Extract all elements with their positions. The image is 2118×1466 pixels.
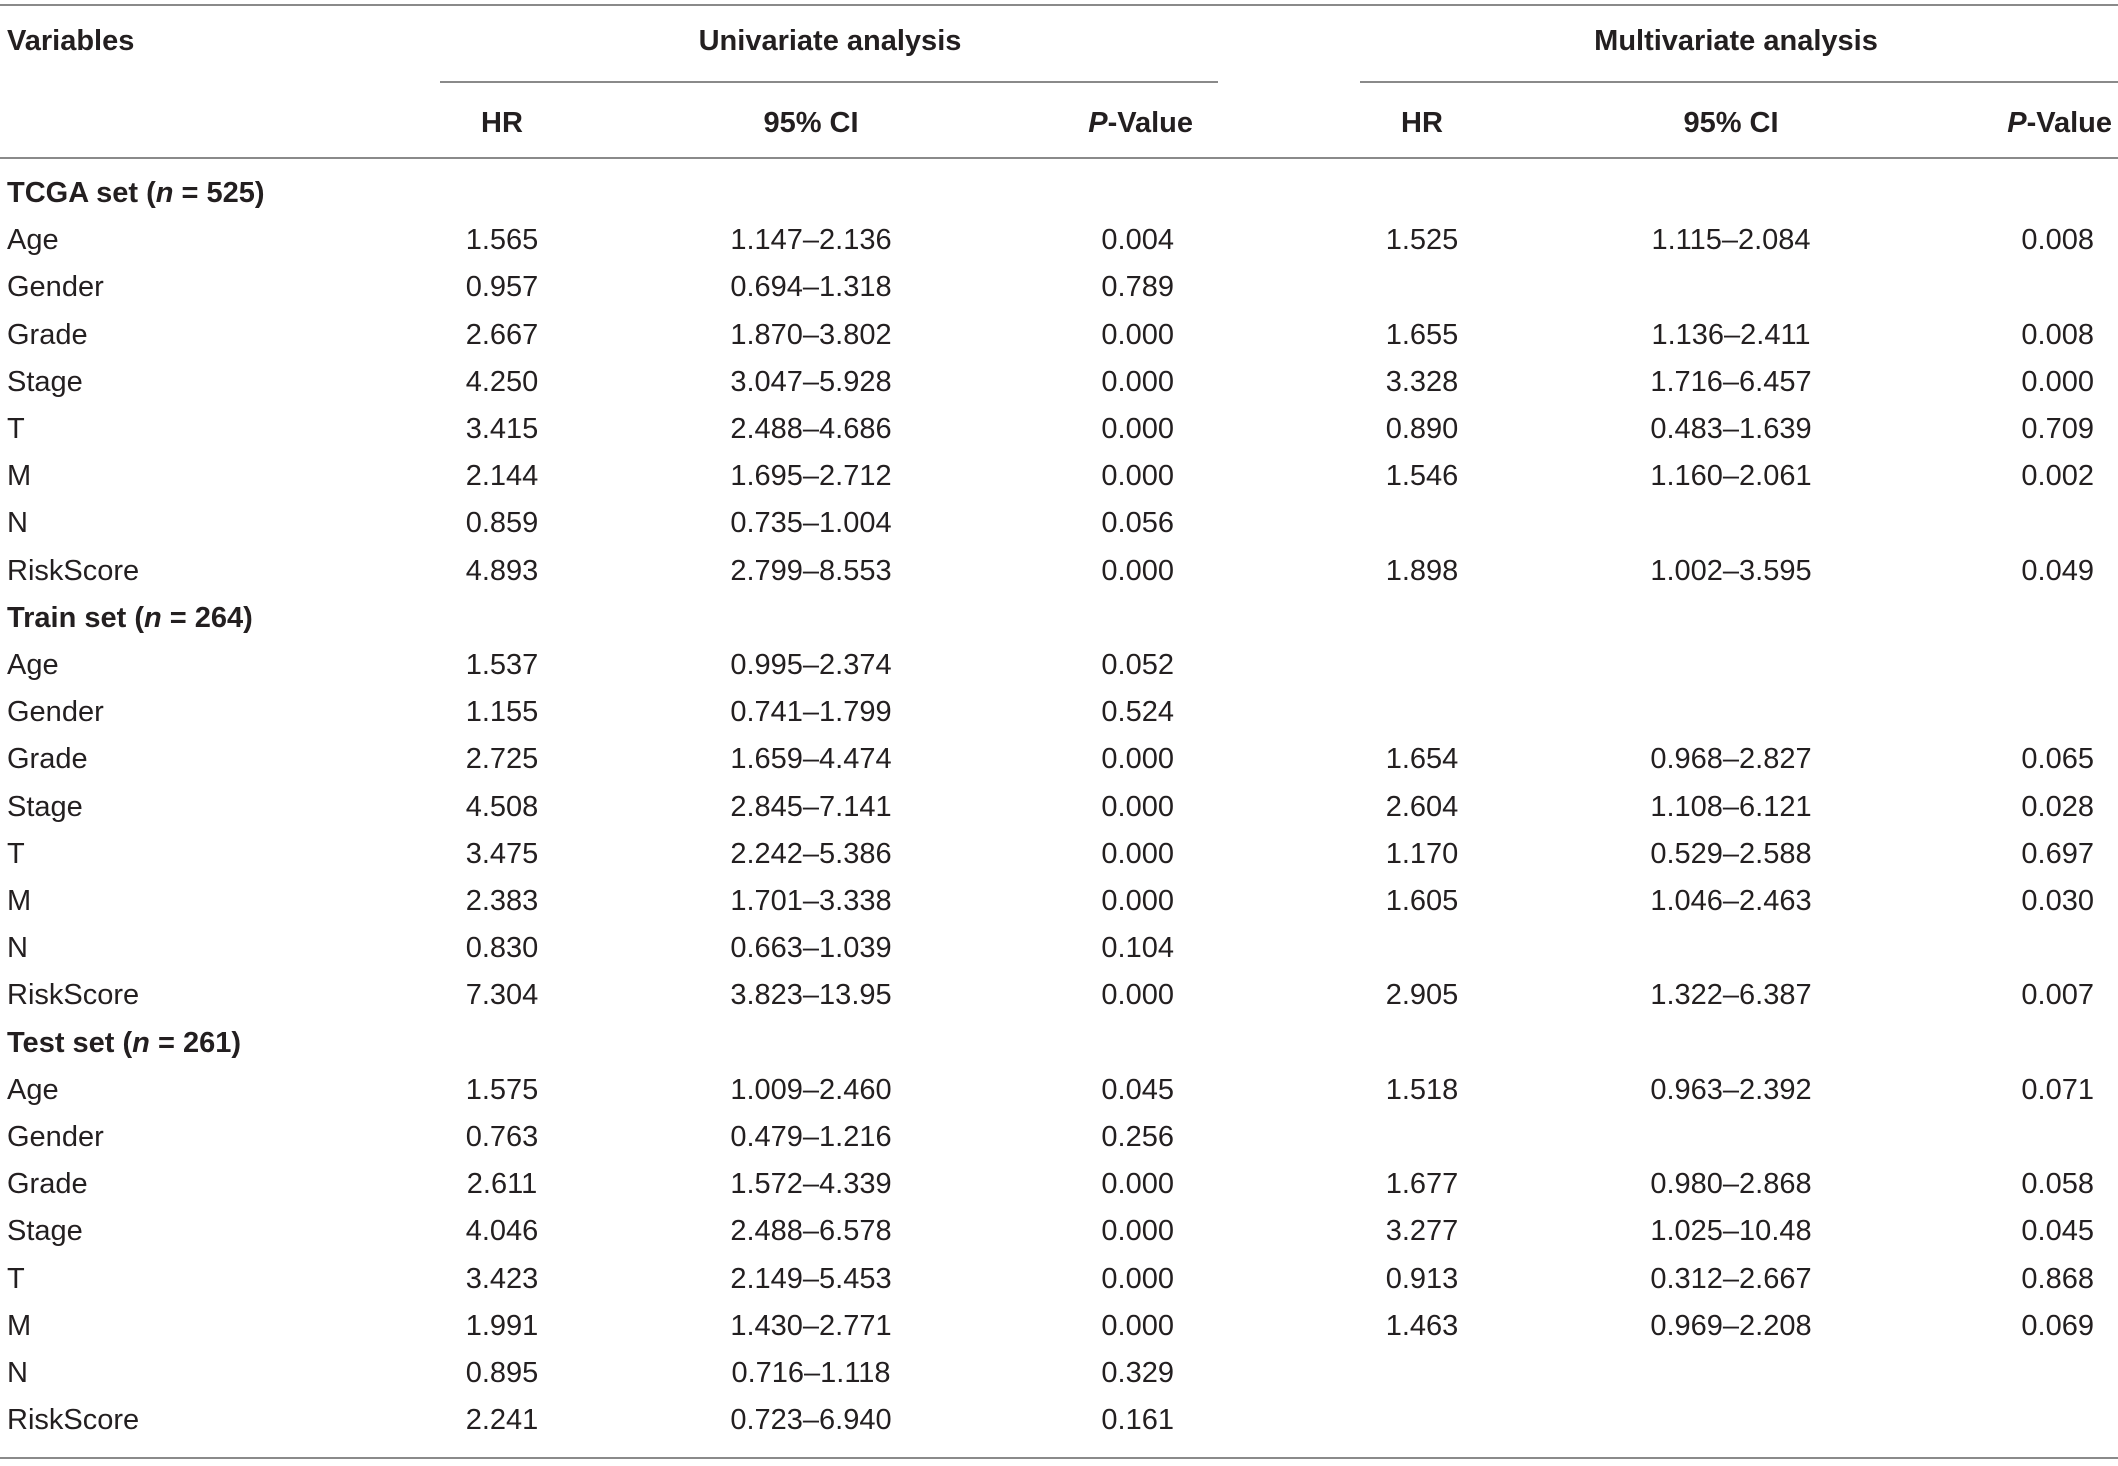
cell-u-hr: 2.241: [465, 1404, 539, 1436]
multivariate-subrule: [1360, 81, 2118, 83]
cell-m-p: 0.008: [2021, 224, 2094, 256]
cell-u-hr: 2.667: [465, 319, 539, 351]
row-variable: RiskScore: [7, 1404, 140, 1436]
cell-m-p: 0.002: [2021, 460, 2094, 492]
top-rule: [0, 4, 2118, 6]
section-header: Train set (n = 264): [7, 602, 253, 634]
cell-u-p: 0.056: [1101, 507, 1174, 539]
cell-u-hr: 2.611: [466, 1168, 538, 1200]
cell-u-p: 0.045: [1101, 1074, 1174, 1106]
cell-u-p: 0.524: [1101, 696, 1174, 728]
cell-u-hr: 0.763: [465, 1121, 539, 1153]
row-variable: Age: [7, 1074, 59, 1106]
cell-m-hr: 2.604: [1385, 791, 1459, 823]
cell-m-hr: 1.654: [1385, 743, 1459, 775]
cell-u-p: 0.000: [1101, 1215, 1174, 1247]
cell-m-ci: 0.968–2.827: [1650, 743, 1812, 775]
cell-u-hr: 2.725: [465, 743, 539, 775]
header-multivariate: Multivariate analysis: [1594, 25, 1878, 57]
section-header: TCGA set (n = 525): [7, 177, 265, 209]
cell-u-hr: 3.415: [465, 413, 539, 445]
cell-u-p: 0.000: [1101, 979, 1174, 1011]
cell-u-ci: 1.695–2.712: [730, 460, 892, 492]
row-variable: Gender: [7, 696, 104, 728]
cell-u-ci: 1.572–4.339: [730, 1168, 892, 1200]
cell-u-hr: 4.508: [465, 791, 539, 823]
cell-m-hr: 1.518: [1385, 1074, 1459, 1106]
cell-m-hr: 1.655: [1385, 319, 1459, 351]
cell-m-p: 0.058: [2021, 1168, 2094, 1200]
row-variable: M: [7, 885, 32, 917]
cell-m-p: 0.709: [2021, 413, 2094, 445]
cell-u-hr: 1.991: [465, 1310, 539, 1342]
cell-m-p: 0.069: [2021, 1310, 2094, 1342]
header-u-ci: 95% CI: [763, 107, 859, 139]
row-variable: Age: [7, 224, 59, 256]
cell-u-hr: 0.859: [465, 507, 539, 539]
cell-u-hr: 1.575: [465, 1074, 539, 1106]
cell-m-hr: 1.898: [1385, 555, 1459, 587]
header-m-hr: HR: [1401, 107, 1443, 139]
cell-u-hr: 3.475: [465, 838, 539, 870]
header-rule: [0, 157, 2118, 159]
cell-u-ci: 3.823–13.95: [730, 979, 892, 1011]
cell-u-p: 0.000: [1101, 413, 1174, 445]
cell-u-hr: 3.423: [465, 1263, 539, 1295]
cell-u-ci: 0.479–1.216: [730, 1121, 892, 1153]
row-variable: RiskScore: [7, 979, 140, 1011]
cell-u-hr: 0.895: [465, 1357, 539, 1389]
cell-u-ci: 0.663–1.039: [730, 932, 892, 964]
cell-u-ci: 1.430–2.771: [730, 1310, 892, 1342]
cell-u-p: 0.000: [1101, 743, 1174, 775]
row-variable: T: [7, 838, 25, 870]
row-variable: Stage: [7, 1215, 83, 1247]
cell-u-hr: 4.893: [465, 555, 539, 587]
header-m-ci: 95% CI: [1683, 107, 1779, 139]
cell-m-p: 0.049: [2021, 555, 2094, 587]
cell-m-ci: 1.322–6.387: [1650, 979, 1812, 1011]
cell-u-ci: 2.799–8.553: [730, 555, 892, 587]
cell-m-hr: 3.328: [1385, 366, 1459, 398]
cell-m-hr: 3.277: [1385, 1215, 1459, 1247]
row-variable: Stage: [7, 791, 83, 823]
header-univariate: Univariate analysis: [698, 25, 962, 57]
cell-m-ci: 0.529–2.588: [1650, 838, 1812, 870]
cell-u-hr: 1.537: [465, 649, 539, 681]
cell-u-hr: 1.155: [465, 696, 539, 728]
row-variable: N: [7, 507, 28, 539]
row-variable: Stage: [7, 366, 83, 398]
cell-u-p: 0.004: [1101, 224, 1174, 256]
cell-m-ci: 0.969–2.208: [1650, 1310, 1812, 1342]
cell-m-hr: 1.546: [1385, 460, 1459, 492]
cell-u-ci: 1.701–3.338: [730, 885, 892, 917]
cell-u-ci: 0.995–2.374: [730, 649, 892, 681]
cell-u-ci: 1.009–2.460: [730, 1074, 892, 1106]
cell-u-ci: 1.147–2.136: [730, 224, 892, 256]
cell-m-hr: 1.677: [1385, 1168, 1459, 1200]
cell-u-p: 0.000: [1101, 1168, 1174, 1200]
cell-u-p: 0.104: [1101, 932, 1174, 964]
cell-m-ci: 1.716–6.457: [1650, 366, 1812, 398]
cell-m-p: 0.045: [2021, 1215, 2094, 1247]
cell-m-p: 0.028: [2021, 791, 2094, 823]
cell-u-p: 0.789: [1101, 271, 1174, 303]
cell-u-hr: 1.565: [465, 224, 539, 256]
cell-u-p: 0.000: [1101, 319, 1174, 351]
cell-u-ci: 1.870–3.802: [730, 319, 892, 351]
cell-u-hr: 0.830: [465, 932, 539, 964]
cell-m-ci: 1.136–2.411: [1651, 319, 1811, 351]
cell-u-p: 0.000: [1101, 460, 1174, 492]
cell-u-p: 0.256: [1101, 1121, 1174, 1153]
cell-u-ci: 0.735–1.004: [730, 507, 892, 539]
cell-u-ci: 3.047–5.928: [730, 366, 892, 398]
cell-u-p: 0.329: [1101, 1357, 1174, 1389]
cell-m-ci: 1.108–6.121: [1650, 791, 1812, 823]
univariate-subrule: [440, 81, 1218, 83]
cell-m-hr: 0.913: [1385, 1263, 1459, 1295]
cell-u-ci: 0.741–1.799: [730, 696, 892, 728]
header-variables: Variables: [7, 25, 135, 57]
row-variable: M: [7, 1310, 32, 1342]
row-variable: M: [7, 460, 32, 492]
bottom-rule: [0, 1457, 2118, 1459]
cell-u-ci: 2.242–5.386: [730, 838, 892, 870]
row-variable: T: [7, 413, 25, 445]
cell-m-ci: 0.980–2.868: [1650, 1168, 1812, 1200]
cell-m-p: 0.071: [2021, 1074, 2094, 1106]
cell-m-hr: 1.605: [1385, 885, 1459, 917]
cell-u-p: 0.000: [1101, 838, 1174, 870]
cell-m-p: 0.030: [2021, 885, 2094, 917]
header-m-p: P-Value: [2007, 107, 2112, 139]
cell-u-p: 0.161: [1101, 1404, 1174, 1436]
cell-u-ci: 2.149–5.453: [730, 1263, 892, 1295]
row-variable: Grade: [7, 743, 88, 775]
cell-u-ci: 1.659–4.474: [730, 743, 892, 775]
cell-m-p: 0.697: [2021, 838, 2094, 870]
cell-u-ci: 2.845–7.141: [730, 791, 892, 823]
row-variable: Gender: [7, 1121, 104, 1153]
cell-u-hr: 2.383: [465, 885, 539, 917]
row-variable: Gender: [7, 271, 104, 303]
section-header: Test set (n = 261): [7, 1027, 241, 1059]
cell-m-p: 0.008: [2021, 319, 2094, 351]
row-variable: N: [7, 932, 28, 964]
header-u-hr: HR: [481, 107, 523, 139]
cell-u-ci: 0.694–1.318: [730, 271, 892, 303]
cell-m-hr: 0.890: [1385, 413, 1459, 445]
cell-m-hr: 1.463: [1385, 1310, 1459, 1342]
row-variable: RiskScore: [7, 555, 140, 587]
cell-m-hr: 2.905: [1385, 979, 1459, 1011]
cell-u-hr: 2.144: [465, 460, 539, 492]
cell-m-ci: 1.160–2.061: [1650, 460, 1812, 492]
cell-u-hr: 4.046: [465, 1215, 539, 1247]
row-variable: N: [7, 1357, 28, 1389]
cell-m-hr: 1.525: [1385, 224, 1459, 256]
cell-m-ci: 0.483–1.639: [1650, 413, 1812, 445]
cell-u-ci: 0.716–1.118: [731, 1357, 891, 1389]
cell-u-hr: 0.957: [465, 271, 539, 303]
cell-u-ci: 2.488–4.686: [730, 413, 892, 445]
cell-u-p: 0.000: [1101, 555, 1174, 587]
header-u-p: P-Value: [1088, 107, 1193, 139]
cell-m-ci: 0.963–2.392: [1650, 1074, 1812, 1106]
cell-u-p: 0.000: [1101, 366, 1174, 398]
cell-u-p: 0.052: [1101, 649, 1174, 681]
cell-u-ci: 0.723–6.940: [730, 1404, 892, 1436]
cell-m-p: 0.868: [2021, 1263, 2094, 1295]
cell-u-p: 0.000: [1101, 791, 1174, 823]
cell-m-ci: 1.115–2.084: [1651, 224, 1811, 256]
row-variable: Grade: [7, 319, 88, 351]
row-variable: Age: [7, 649, 59, 681]
cell-u-p: 0.000: [1101, 1310, 1174, 1342]
cell-m-ci: 0.312–2.667: [1650, 1263, 1812, 1295]
cell-m-p: 0.007: [2021, 979, 2094, 1011]
cell-u-p: 0.000: [1101, 1263, 1174, 1295]
cell-m-ci: 1.046–2.463: [1650, 885, 1812, 917]
cell-m-p: 0.000: [2021, 366, 2094, 398]
cell-m-ci: 1.025–10.48: [1650, 1215, 1812, 1247]
cell-u-hr: 4.250: [465, 366, 539, 398]
cell-m-ci: 1.002–3.595: [1650, 555, 1812, 587]
cell-u-hr: 7.304: [465, 979, 539, 1011]
row-variable: T: [7, 1263, 25, 1295]
cell-m-p: 0.065: [2021, 743, 2094, 775]
cell-m-hr: 1.170: [1385, 838, 1459, 870]
row-variable: Grade: [7, 1168, 88, 1200]
cell-u-p: 0.000: [1101, 885, 1174, 917]
cell-u-ci: 2.488–6.578: [730, 1215, 892, 1247]
